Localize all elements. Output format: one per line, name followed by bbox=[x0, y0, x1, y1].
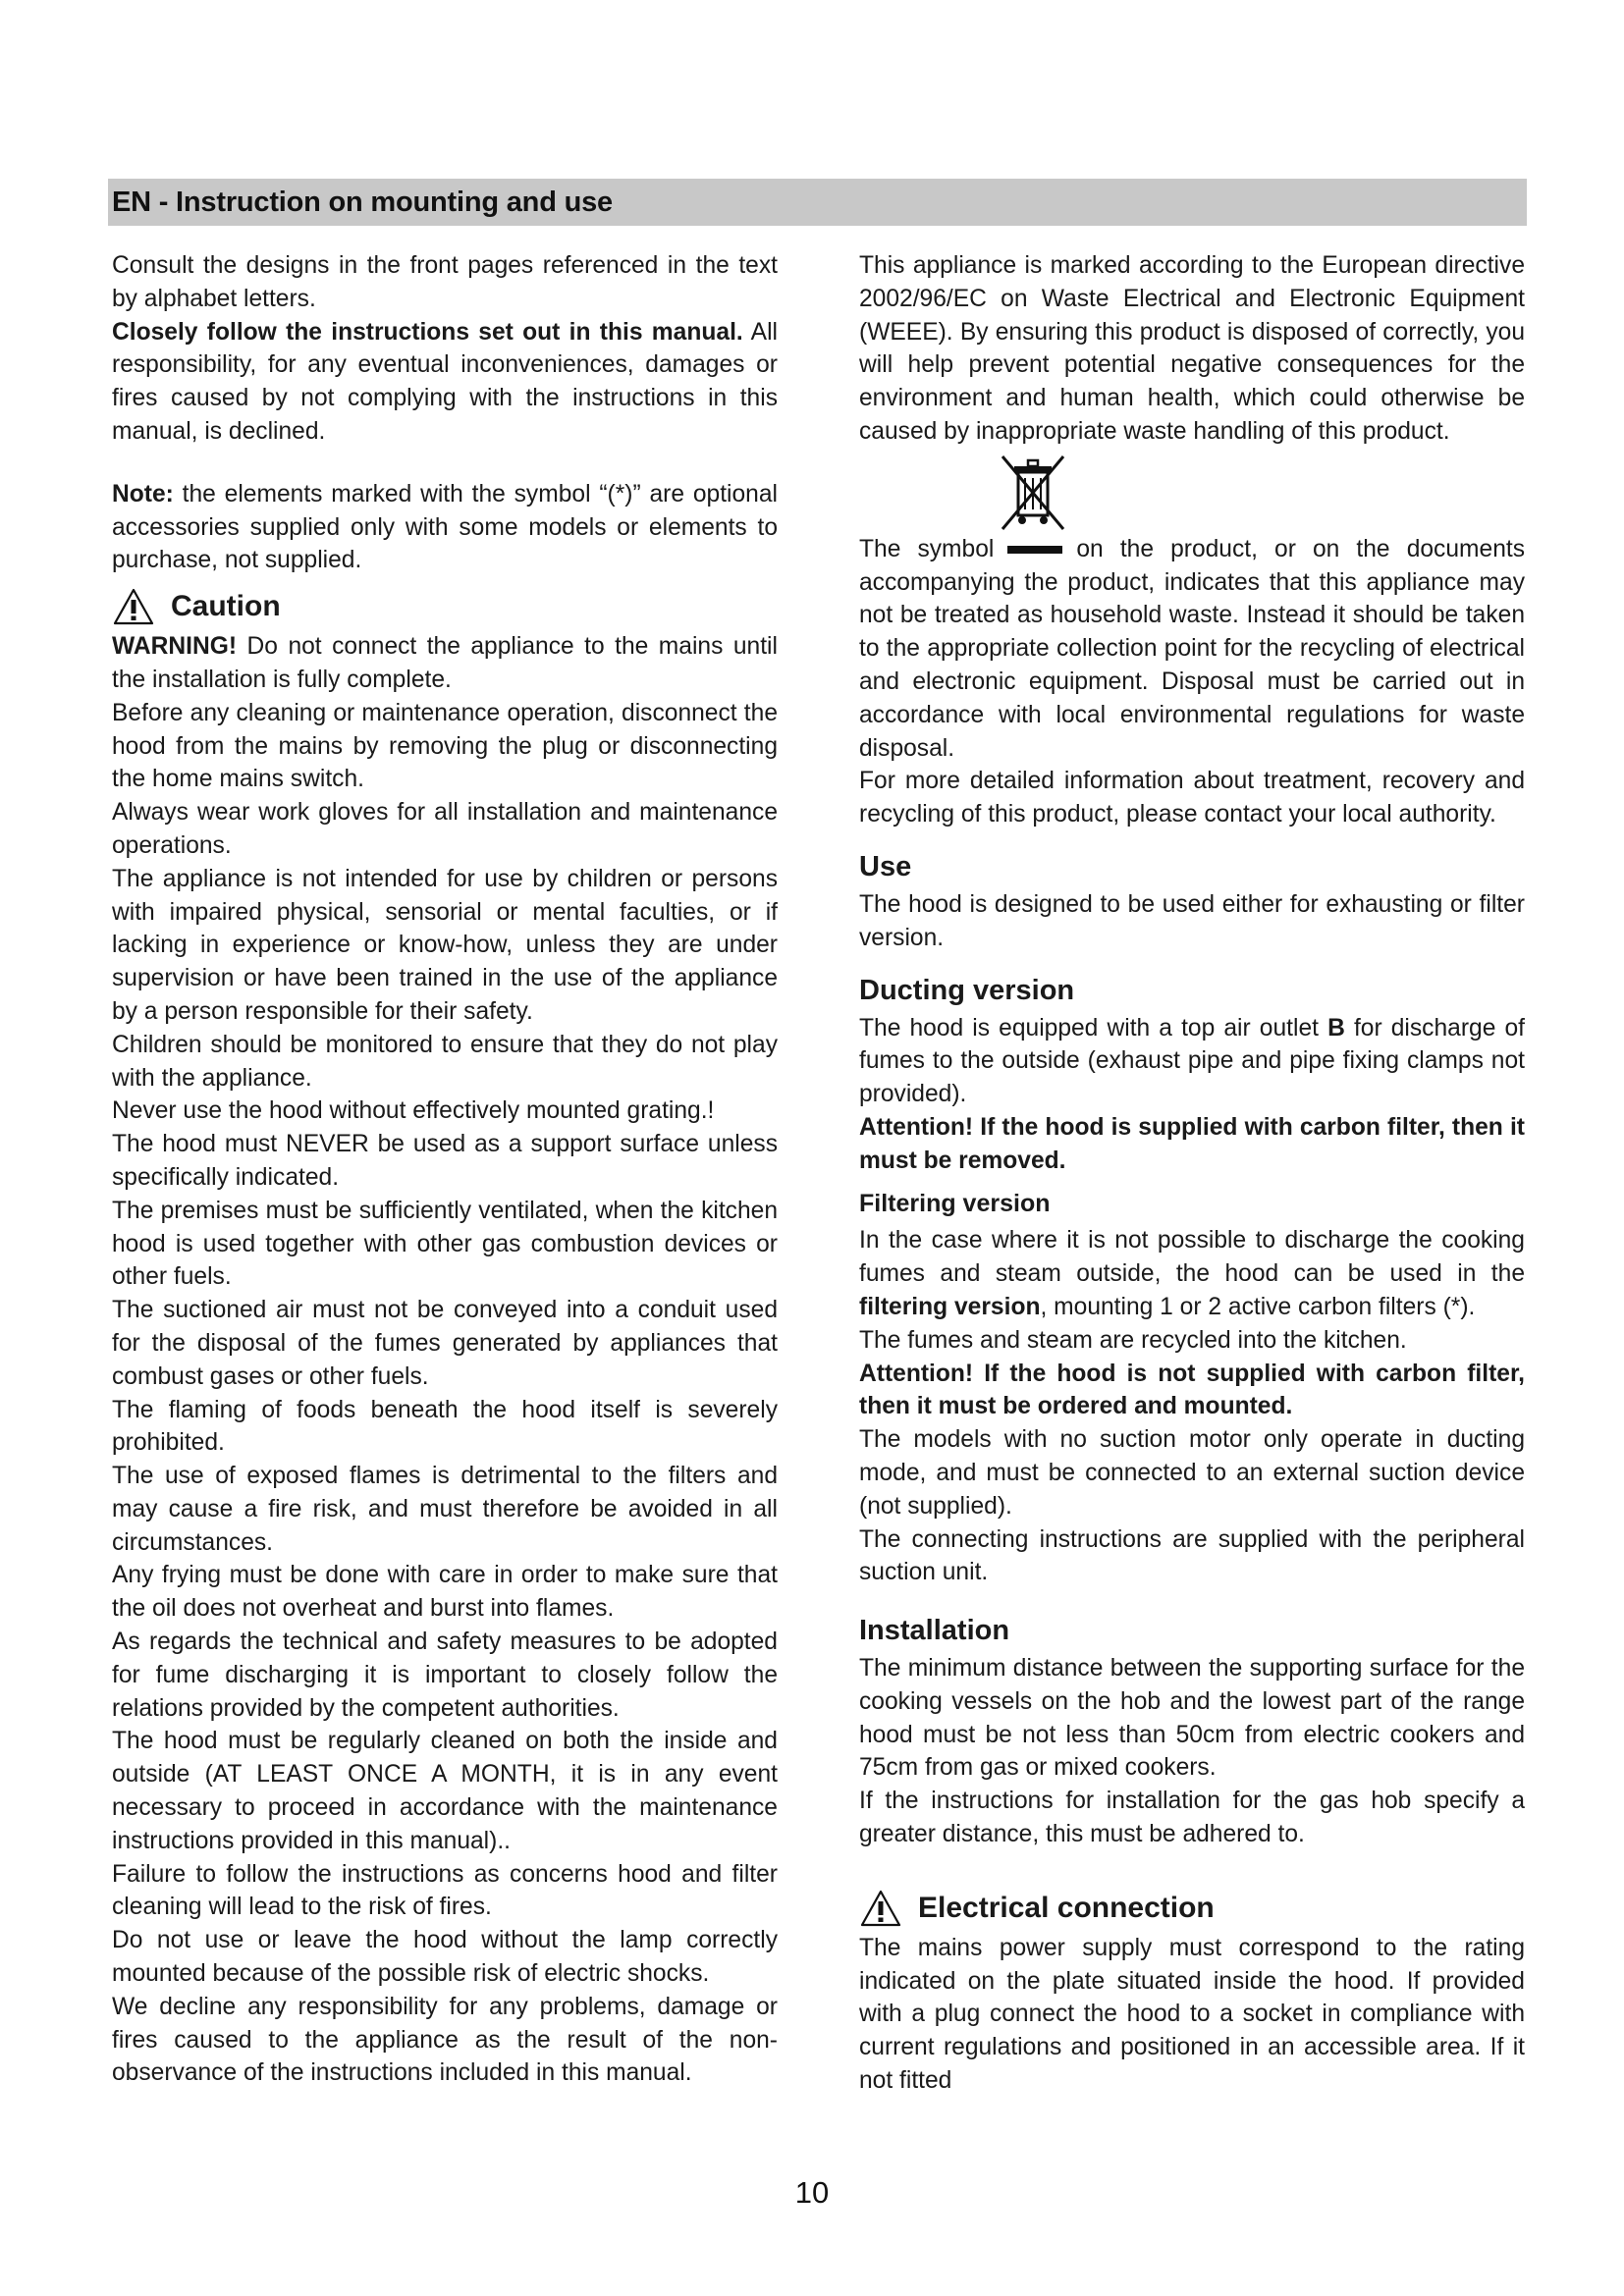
ducting-attention: Attention! If the hood is supplied with carbon filter, then it must be removed. bbox=[859, 1113, 1525, 1174]
warning-triangle-icon bbox=[859, 1889, 902, 1928]
page-number: 10 bbox=[794, 2175, 830, 2210]
safety-paragraph: We decline any responsibility for any problems, damage or fires caused to the appliance as the result of the non-observance of the instructions included in this manual. bbox=[112, 1993, 778, 2087]
filtering-version-emphasis: filtering version bbox=[859, 1293, 1041, 1320]
use-paragraph: The hood is designed to be used either for exhausting or filter version. bbox=[859, 890, 1525, 951]
crossed-out-wheelie-bin-icon bbox=[997, 454, 1069, 533]
safety-paragraph: Any frying must be done with care in order to make sure that the oil does not overheat and burst into flames. bbox=[112, 1562, 778, 1623]
recycled-paragraph: The fumes and steam are recycled into the kitchen. bbox=[859, 1326, 1407, 1354]
weee-intro-paragraph: This appliance is marked according to the European directive 2002/96/EC on Waste Electrical and Electronic Equipment (WEEE). By ensuring this product is disposed of correctly, you will help prevent potential negative consequences for the environment and human health, which could otherwise be caused by inappropriate waste handling of this product. bbox=[859, 252, 1525, 445]
follow-instructions-emphasis: Closely follow the instructions set out in this manual. bbox=[112, 318, 743, 346]
connecting-paragraph: The connecting instructions are supplied with the peripheral suction unit. bbox=[859, 1525, 1525, 1586]
electrical-title: Electrical connection bbox=[918, 1891, 1215, 1924]
safety-paragraph: Never use the hood without effectively mounted grating.! bbox=[112, 1097, 715, 1125]
caution-heading bbox=[112, 587, 778, 626]
filtering-heading: Filtering version bbox=[859, 1189, 1051, 1217]
safety-paragraph: The premises must be sufficiently ventilated, when the kitchen hood is used together with other gas combustion devices or other fuels. bbox=[112, 1197, 778, 1291]
safety-paragraph: Do not use or leave the hood without the lamp correctly mounted because of the possible risk of electric shocks. bbox=[112, 1927, 778, 1988]
ducting-heading: Ducting version bbox=[859, 974, 1075, 1006]
safety-paragraph: The suctioned air must not be conveyed into a conduit used for the disposal of the fumes generated by appliances that combust gases or other fuels. bbox=[112, 1297, 778, 1390]
right-column bbox=[859, 249, 1525, 2098]
safety-paragraph: The hood must NEVER be used as a support surface unless specifically indicated. bbox=[112, 1131, 778, 1191]
gas-hob-paragraph: If the instructions for installation for the gas hob specify a greater distance, this must be adhered to. bbox=[859, 1788, 1525, 1848]
ducting-paragraph bbox=[859, 1012, 1525, 1111]
filtering-paragraph bbox=[859, 1224, 1525, 1323]
safety-paragraph: Before any cleaning or maintenance operation, disconnect the hood from the mains by removing the plug or disconnecting the home mains switch. bbox=[112, 699, 778, 793]
safety-paragraph: As regards the technical and safety measures to be adopted for fume discharging it is important to closely follow the relations provided by the competent authorities. bbox=[112, 1629, 778, 1722]
note-label: Note: bbox=[112, 480, 174, 507]
left-column bbox=[112, 249, 778, 2090]
responsibility-paragraph bbox=[112, 316, 778, 449]
safety-paragraph: Failure to follow the instructions as concerns hood and filter cleaning will lead to the risk of fires. bbox=[112, 1860, 778, 1921]
note-text: the elements marked with the symbol “(*)” are optional accessories supplied only with some models or elements to purchase, not supplied. bbox=[112, 480, 778, 574]
electrical-heading bbox=[859, 1889, 1525, 1928]
models-paragraph: The models with no suction motor only operate in ducting mode, and must be connected to an external suction device (not supplied). bbox=[859, 1426, 1525, 1520]
warning-triangle-icon bbox=[112, 587, 155, 626]
safety-paragraph: The hood must be regularly cleaned on both the inside and outside (AT LEAST ONCE A MONTH, it is in any event necessary to proceed in accordance with the maintenance instructions provided in this manual).. bbox=[112, 1728, 778, 1854]
more-info-paragraph: For more detailed information about treatment, recovery and recycling of this product, please contact your local authority. bbox=[859, 768, 1525, 828]
caution-title: Caution bbox=[171, 590, 281, 623]
safety-paragraph: The flaming of foods beneath the hood itself is severely prohibited. bbox=[112, 1396, 778, 1457]
safety-paragraph: The appliance is not intended for use by children or persons with impaired physical, sensorial or mental faculties, or if lacking in experience or know-how, unless they are under supervision or have been trained in the use of the appliance by a person responsible for their safety. bbox=[112, 865, 778, 1025]
filtering-text-end: , mounting 1 or 2 active carbon filters (*). bbox=[1040, 1293, 1476, 1320]
installation-paragraph: The minimum distance between the supporting surface for the cooking vessels on the hob and the lowest part of the range hood must be not less than 50cm from electric cookers and 75cm from gas or mixed cookers. bbox=[859, 1655, 1525, 1782]
section-header-bar bbox=[108, 179, 1527, 226]
intro-paragraph: Consult the designs in the front pages referenced in the text by alphabet letters. bbox=[112, 252, 778, 312]
ducting-text-end: for discharge of fumes to the outside (exhaust pipe and pipe fixing clamps not provided). bbox=[859, 1014, 1525, 1108]
installation-heading: Installation bbox=[859, 1615, 1010, 1647]
filtering-text-start: In the case where it is not possible to discharge the cooking fumes and steam outside, the hood can be used in the bbox=[859, 1227, 1525, 1288]
safety-paragraph: The use of exposed flames is detrimental to the filters and may cause a fire risk, and must therefore be avoided in all circumstances. bbox=[112, 1463, 778, 1556]
safety-paragraph: Children should be monitored to ensure that they do not play with the appliance. bbox=[112, 1031, 778, 1092]
symbol-pre-text: The symbol bbox=[859, 535, 995, 562]
page-title: EN - Instruction on mounting and use bbox=[112, 186, 613, 218]
ducting-text-start: The hood is equipped with a top air outlet bbox=[859, 1014, 1328, 1041]
outlet-letter-b: B bbox=[1327, 1014, 1345, 1041]
warning-paragraph bbox=[112, 630, 778, 697]
note-paragraph bbox=[112, 478, 778, 577]
use-heading: Use bbox=[859, 850, 912, 882]
electrical-paragraph: The mains power supply must correspond to the rating indicated on the plate situated inside the hood. If provided with a plug connect the hood to a socket in compliance with current regulations and positioned in an accessible area. If it not fitted bbox=[859, 1934, 1525, 2095]
black-bar-symbol bbox=[1007, 546, 1062, 554]
warning-label: WARNING! bbox=[112, 633, 238, 661]
safety-paragraph: Always wear work gloves for all installation and maintenance operations. bbox=[112, 799, 778, 859]
symbol-paragraph bbox=[859, 533, 1525, 766]
filtering-attention: Attention! If the hood is not supplied with carbon filter, then it must be ordered and mounted. bbox=[859, 1360, 1525, 1420]
symbol-post-text: on the product, or on the documents accompanying the product, indicates that this appliance may not be treated as household waste. Instead it should be taken to the appropriate collection point for the recycling of electrical and electronic equipment. Disposal must be carried out in accordance with local environmental regulations for waste disposal. bbox=[859, 535, 1525, 762]
responsibility-text: All responsibility, for any eventual inconveniences, damages or fires caused by not complying with the instructions in this manual, is declined. bbox=[112, 318, 778, 445]
warning-text: Do not connect the appliance to the mains until the installation is fully complete. bbox=[112, 633, 778, 693]
